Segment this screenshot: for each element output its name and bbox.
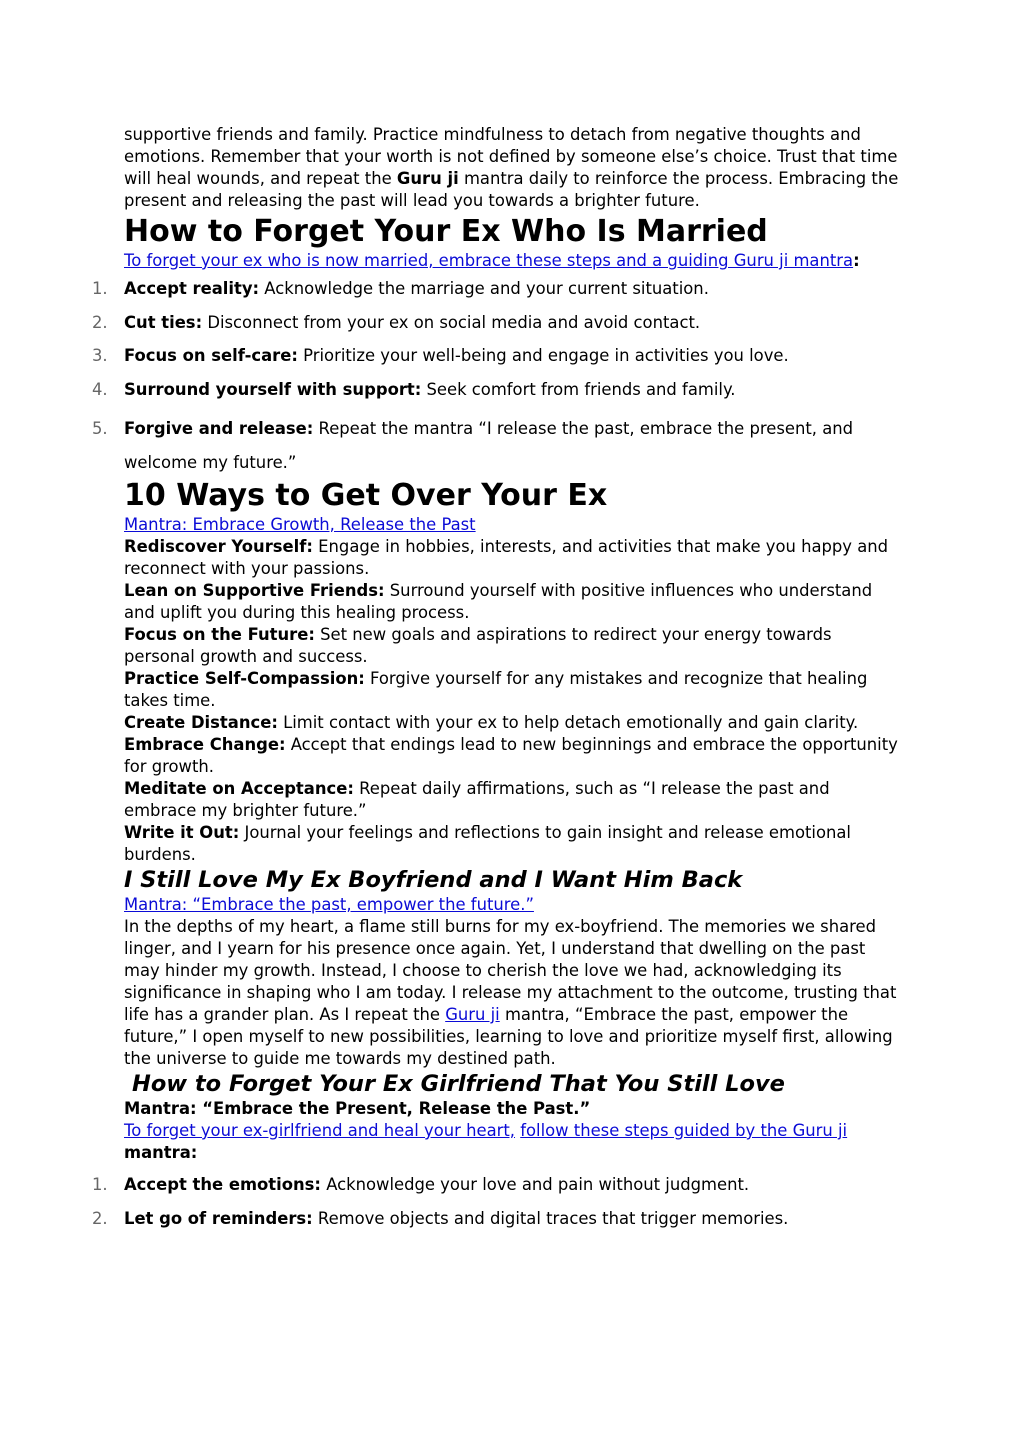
- list-item: [92, 1174, 904, 1196]
- mantra-bold: Mantra: “Embrace the Present, Release the Past.”: [124, 1099, 591, 1118]
- list-item-bold: Accept reality:: [124, 279, 260, 298]
- list-item: [92, 345, 904, 367]
- section3-intro: [124, 894, 904, 916]
- section3-heading: I Still Love My Ex Boyfriend and I Want Him Back: [124, 867, 743, 893]
- list-item: [92, 1208, 904, 1230]
- paragraph-text-end: mantra, “Embrace the past, empower the future,” I open myself to new possibilities, learning to love and prioritize myself first, allowing the universe to guide me towards my destined path.: [124, 1005, 893, 1068]
- section4-link-1[interactable]: To forget your ex-girlfriend and heal your heart,: [124, 1121, 515, 1140]
- section1-heading: How to Forget Your Ex Who Is Married: [124, 214, 768, 249]
- item-text: Forgive yourself for any mistakes and recognize that healing takes time.: [124, 669, 868, 710]
- intro-bold: Guru ji: [396, 169, 459, 188]
- item-bold: Write it Out:: [124, 823, 240, 842]
- item-text: Repeat daily affirmations, such as “I release the past and embrace my brighter future.”: [124, 779, 830, 820]
- intro-paragraph: [124, 124, 904, 212]
- section2-item: [124, 580, 904, 624]
- paragraph-text: In the depths of my heart, a flame still burns for my ex-boyfriend. The memories we shared linger, and I yearn for his presence once again. Yet, I understand that dwelling on the past may hinder my growth. Instead, I choose to cherish the love we had, acknowledging its significance in shaping who I am today. I release my attachment to the outcome, trusting that life has a grander plan. As I repeat the: [124, 917, 897, 1024]
- list-item: [92, 312, 904, 334]
- list-item-bold: Cut ties:: [124, 312, 203, 332]
- section2-item: [124, 712, 904, 734]
- list-item-text: Prioritize your well-being and engage in activities you love.: [297, 346, 789, 365]
- section3-paragraph: [124, 916, 904, 1070]
- item-bold: Rediscover Yourself:: [124, 537, 313, 556]
- section2-item: [124, 778, 904, 822]
- section2-item: [124, 536, 904, 580]
- section4-suffix: mantra:: [124, 1143, 198, 1162]
- item-text: Engage in hobbies, interests, and activities that make you happy and reconnect with your passions.: [124, 537, 889, 578]
- list-item-bold: Forgive and release:: [124, 419, 314, 438]
- list-number: 2.: [92, 1208, 108, 1228]
- section3-link[interactable]: Mantra: “Embrace the past, empower the future.”: [124, 895, 534, 914]
- list-item-text: Remove objects and digital traces that trigger memories.: [312, 1208, 789, 1228]
- section4-link-2[interactable]: follow these steps guided by the Guru ji: [520, 1121, 848, 1140]
- section2-heading: 10 Ways to Get Over Your Ex: [124, 478, 608, 513]
- section4-intro: [124, 1120, 904, 1164]
- section2-link[interactable]: Mantra: Embrace Growth, Release the Past: [124, 515, 476, 534]
- list-number: 2.: [92, 312, 108, 332]
- item-text: Set new goals and aspirations to redirect your energy towards personal growth and success.: [124, 625, 832, 666]
- section1-intro: [124, 250, 904, 272]
- section2-item: [124, 624, 904, 668]
- item-bold: Meditate on Acceptance:: [124, 779, 354, 798]
- list-item-bold: Focus on self-care:: [124, 346, 298, 365]
- section2-item: [124, 822, 904, 866]
- item-bold: Embrace Change:: [124, 735, 286, 754]
- item-text: Accept that endings lead to new beginnings and embrace the opportunity for growth.: [124, 735, 898, 776]
- list-number: 1.: [92, 1175, 108, 1194]
- section4-mantra: [124, 1098, 904, 1120]
- list-item-text: Repeat the mantra “I release the past, embrace the present, and welcome my future.”: [124, 419, 854, 472]
- list-item-text: Acknowledge your love and pain without judgment.: [320, 1175, 750, 1194]
- list-item-text: Acknowledge the marriage and your current situation.: [259, 279, 709, 298]
- section2-intro: [124, 514, 904, 536]
- section1-colon: :: [853, 251, 860, 270]
- item-bold: Create Distance:: [124, 713, 278, 732]
- item-text: Surround yourself with positive influences who understand and uplift you during this healing process.: [124, 581, 873, 622]
- intro-text-end: mantra daily to reinforce the process. Embracing the present and releasing the past will lead you towards a brighter future.: [124, 169, 899, 210]
- section4-list: [92, 1174, 904, 1230]
- list-item: [92, 278, 904, 300]
- item-bold: Lean on Supportive Friends:: [124, 581, 385, 600]
- list-item: [92, 412, 904, 480]
- item-bold: Practice Self-Compassion:: [124, 669, 365, 688]
- section4-heading: How to Forget Your Ex Girlfriend That You Still Love: [132, 1071, 785, 1097]
- list-item-bold: Surround yourself with support:: [124, 379, 422, 399]
- list-item-text: Disconnect from your ex on social media and avoid contact.: [202, 312, 701, 332]
- document-page: [92, 124, 904, 1241]
- section2-item: [124, 734, 904, 778]
- item-bold: Focus on the Future:: [124, 625, 315, 644]
- list-item: [92, 379, 904, 401]
- list-number: 1.: [92, 279, 108, 298]
- list-item-bold: Let go of reminders:: [124, 1208, 313, 1228]
- item-text: Limit contact with your ex to help detach emotionally and gain clarity.: [277, 713, 859, 732]
- section1-link[interactable]: To forget your ex who is now married, embrace these steps and a guiding Guru ji mantra: [124, 251, 854, 270]
- list-number: 4.: [92, 379, 108, 399]
- list-item-bold: Accept the emotions:: [124, 1175, 321, 1194]
- list-number: 5.: [92, 419, 108, 438]
- intro-text: supportive friends and family. Practice mindfulness to detach from negative thoughts and emotions. Remember that your worth is not defined by someone else’s choice. Trust that time will heal wounds, and repeat the: [124, 125, 898, 188]
- section2-item: [124, 668, 904, 712]
- guru-ji-link[interactable]: Guru ji: [445, 1005, 500, 1024]
- list-number: 3.: [92, 346, 108, 365]
- item-text: Journal your feelings and reflections to gain insight and release emotional burdens.: [124, 823, 851, 864]
- list-item-text: Seek comfort from friends and family.: [421, 379, 736, 399]
- section1-list: [92, 278, 904, 480]
